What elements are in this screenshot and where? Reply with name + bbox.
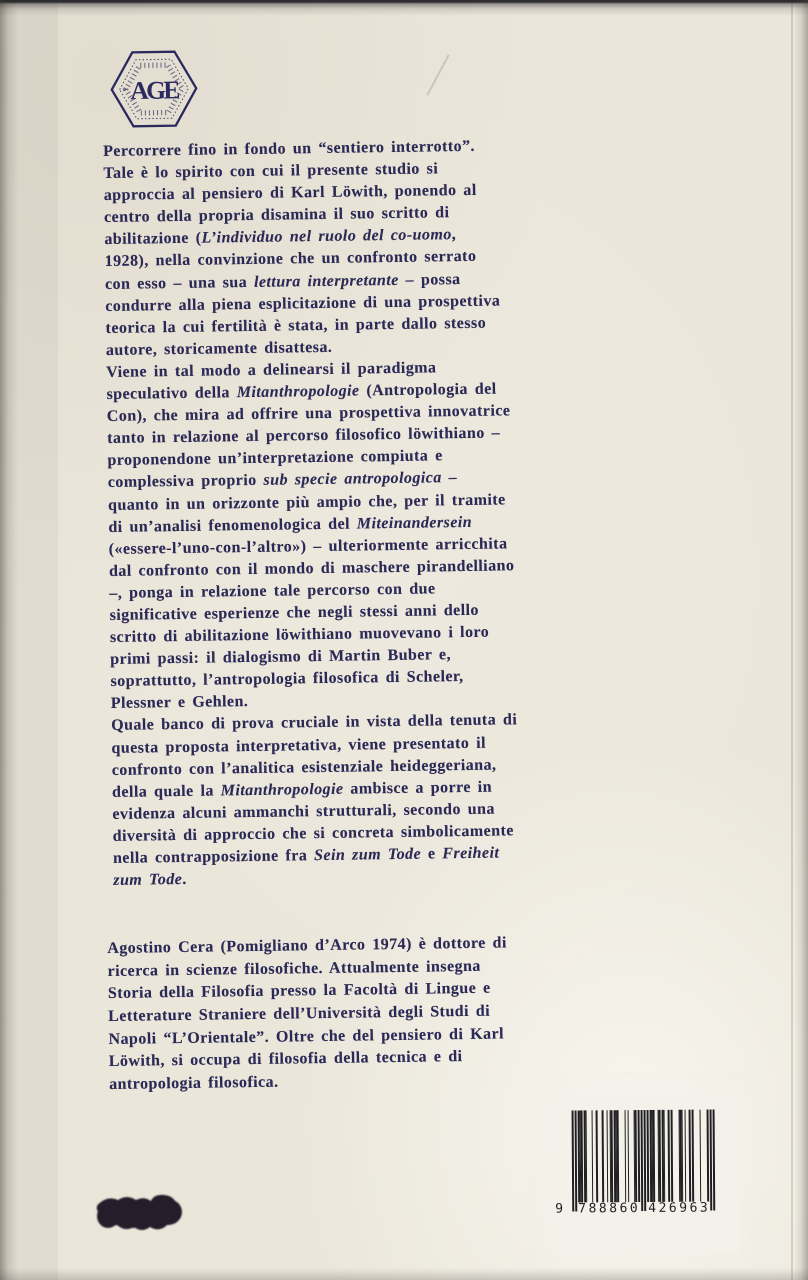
text-line: questa proposta interpretativa, viene presentato il bbox=[111, 734, 487, 757]
barcode-bar bbox=[627, 1110, 629, 1202]
text-line: primi passi: il dialogismo di Martin Buber e, bbox=[110, 646, 452, 669]
barcode-panel bbox=[550, 1095, 739, 1254]
text-line: Con), che mira ad offrire una prospettiva innovatrice bbox=[106, 402, 511, 426]
barcode-bar bbox=[644, 1110, 646, 1211]
barcode-digits-right: 426963 bbox=[648, 1200, 711, 1216]
text-line: dal confronto con il mondo di maschere pirandelliano bbox=[108, 557, 515, 580]
text-line: soprattutto, l’antropologia filosofica di Scheler, bbox=[110, 668, 464, 691]
text-line: centro della propria disamina il suo scritto di bbox=[103, 204, 450, 227]
barcode-bar bbox=[596, 1110, 598, 1202]
text-line: –, ponga in relazione tale percorso con due bbox=[109, 580, 436, 602]
text-line: Viene in tal modo a delinearsi il paradigma bbox=[106, 359, 437, 381]
hexagon-seal-icon bbox=[109, 47, 198, 131]
cover-crease bbox=[791, 0, 793, 1280]
barcode-bar bbox=[684, 1110, 686, 1202]
barcode-bar bbox=[647, 1110, 649, 1202]
text-line: Storia della Filosofia presso la Facoltà di Lingue e bbox=[107, 980, 491, 1003]
publisher-monogram: AGE bbox=[130, 75, 178, 106]
barcode-bar bbox=[653, 1110, 655, 1202]
text-line: teorica la cui fertilità è stata, in parte dallo stesso bbox=[105, 314, 487, 337]
publisher-logo bbox=[109, 47, 198, 131]
barcode-bar bbox=[707, 1110, 709, 1202]
barcode-bar bbox=[710, 1110, 712, 1211]
barcode-bar bbox=[635, 1110, 637, 1202]
text-line: scritto di abilitazione löwithiano muovevano i loro bbox=[109, 623, 490, 647]
text-line: Quale banco di prova cruciale in vista della tenuta di bbox=[111, 711, 518, 735]
text-line: della quale la Mitanthropologie ambisce a porre in bbox=[111, 778, 493, 801]
barcode-bar bbox=[575, 1110, 577, 1211]
barcode-bar bbox=[624, 1110, 626, 1202]
text-line: condurre alla piena esplicitazione di una prospettiva bbox=[105, 292, 501, 315]
text-line: Percorrere fino in fondo un “sentiero interrotto”. bbox=[103, 137, 476, 160]
barcode-bar bbox=[611, 1110, 613, 1202]
barcode-bar bbox=[591, 1110, 593, 1202]
photo-edge-top bbox=[0, 0, 808, 16]
barcode-bar bbox=[671, 1110, 673, 1202]
barcode-bar bbox=[699, 1110, 701, 1202]
text-line: approccia al pensiero di Karl Löwith, ponendo al bbox=[103, 181, 477, 205]
barcode-bar bbox=[689, 1110, 691, 1202]
barcode-bar bbox=[659, 1110, 661, 1202]
barcode-bar bbox=[641, 1110, 643, 1211]
barcode-bar bbox=[713, 1110, 715, 1211]
left-shading bbox=[0, 0, 58, 1280]
text-line: autore, storicamente disattesa. bbox=[105, 338, 333, 359]
text-line: Agostino Cera (Pomigliano d’Arco 1974) è dottore di bbox=[107, 934, 507, 958]
barcode-bar bbox=[638, 1110, 640, 1202]
barcode-bar bbox=[585, 1110, 587, 1202]
cover-text-block bbox=[103, 134, 616, 1096]
photo-edge-right bbox=[794, 0, 808, 1280]
text-line: 1928), nella convinzione che un confronto serrato bbox=[104, 248, 477, 271]
barcode-digits-left: 788860 bbox=[578, 1201, 641, 1217]
isbn-barcode bbox=[572, 1110, 716, 1212]
text-line: abilitazione (L’individuo nel ruolo del co-uomo, bbox=[104, 226, 457, 249]
text-line: («essere-l’uno-con-l’altro») – ulteriormente arricchita bbox=[108, 535, 508, 558]
barcode-bar bbox=[581, 1110, 583, 1202]
barcode-bar bbox=[692, 1110, 694, 1202]
barcode-bar bbox=[602, 1110, 604, 1202]
barcode-digit-lead: 9 bbox=[555, 1201, 564, 1217]
text-line: Napoli “L’Orientale”. Oltre che del pensiero di Karl bbox=[108, 1025, 505, 1048]
barcode-bar bbox=[668, 1110, 670, 1202]
barcode-bar bbox=[617, 1110, 619, 1202]
text-line: evidenza alcuni ammanchi strutturali, secondo una bbox=[112, 800, 495, 823]
paper-scratch bbox=[426, 54, 449, 96]
text-line: diversità di approccio che si concreta simbolicamente bbox=[112, 822, 514, 845]
photo-edge-left bbox=[0, 0, 18, 1280]
barcode-bar bbox=[606, 1110, 608, 1202]
text-line: nella contrapposizione fra Sein zum Tode e Freiheit bbox=[112, 844, 500, 867]
text-line: antropologia filosofica. bbox=[109, 1073, 279, 1093]
text-line: ricerca in scienze filosofiche. Attualmente insegna bbox=[107, 957, 481, 980]
text-line: complessiva proprio sub specie antropologica – bbox=[107, 469, 458, 492]
text-line: Letterature Straniere dell’Università degli Studi di bbox=[108, 1002, 491, 1025]
text-line: zum Tode. bbox=[113, 870, 187, 890]
text-line: speculativo della Mitanthropologie (Antropologia del bbox=[106, 380, 497, 404]
text-line: confronto con l’analitica esistenziale heideggeriana, bbox=[111, 756, 497, 779]
text-line: di un’analisi fenomenologica del Miteinandersein bbox=[108, 513, 473, 536]
text-line: significative esperienze che negli stessi anni dello bbox=[109, 601, 480, 624]
synopsis bbox=[103, 134, 613, 892]
text-line: Plessner e Gehlen. bbox=[110, 693, 249, 713]
text-line: con esso – una sua lettura interpretante – possa bbox=[104, 270, 461, 293]
barcode-bar bbox=[663, 1110, 665, 1202]
text-line: quanto in un orizzonte più ampio che, per il tramite bbox=[107, 490, 506, 514]
author-bio bbox=[107, 931, 616, 1096]
photo-edge-bottom bbox=[0, 1268, 808, 1280]
text-line: tanto in relazione al percorso filosofico löwithiano – bbox=[107, 424, 501, 448]
text-line: proponendone un’interpretazione compiuta e bbox=[107, 447, 443, 470]
barcode-bar bbox=[681, 1110, 683, 1202]
ink-smudge bbox=[84, 1186, 190, 1242]
barcode-bar bbox=[572, 1111, 574, 1212]
text-line: Tale è lo spirito con cui il presente studio si bbox=[103, 160, 439, 183]
text-line: Löwith, si occupa di filosofia della tecnica e di bbox=[108, 1048, 463, 1071]
